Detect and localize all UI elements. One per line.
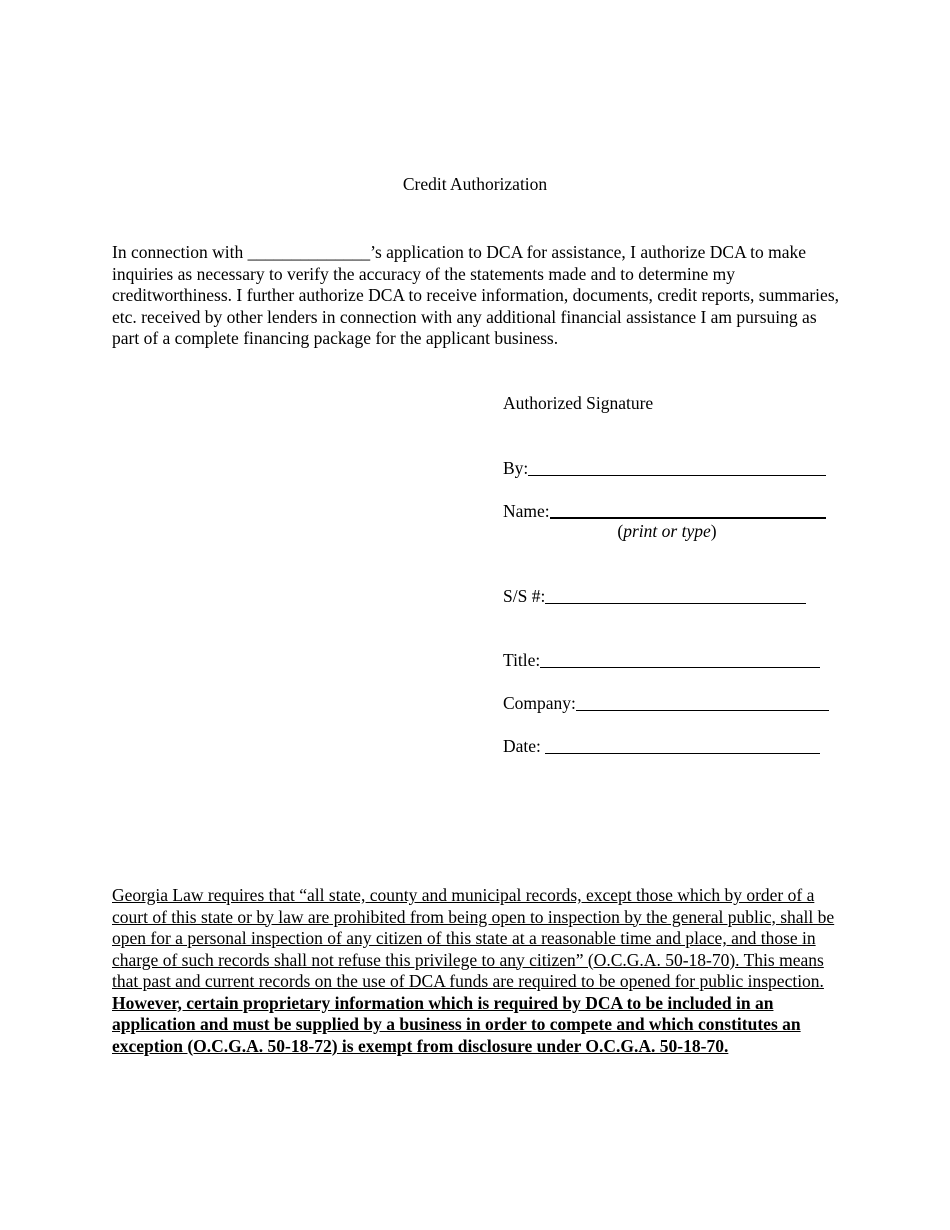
title-label: Title: <box>503 650 541 670</box>
intro-body: ’s application to DCA for assistance, I authorize DCA to make inquiries as necessary to verify the accuracy of the statements made and to determine my creditworthiness. I further authorize DCA to receive information, documents, credit reports, summaries, etc. received by other lenders in connection with any additional financial assistance I am pursuing as part of a complete financing package for the applicant business. <box>112 242 840 348</box>
ss-number-line[interactable] <box>545 585 806 604</box>
date-field <box>503 735 820 757</box>
name-label: Name: <box>503 501 550 521</box>
company-label: Company: <box>503 693 576 713</box>
company-input-line[interactable] <box>576 692 829 711</box>
date-input-line[interactable] <box>545 735 820 754</box>
date-label: Date: <box>503 736 546 756</box>
company-field <box>503 692 829 714</box>
title-field <box>503 649 820 671</box>
georgia-law-notice <box>112 885 842 1057</box>
title-input-line[interactable] <box>540 649 820 668</box>
print-or-type-note: (print or type) <box>617 521 717 541</box>
applicant-name-blank[interactable]: ______________ <box>247 242 371 262</box>
name-input-line[interactable] <box>550 499 826 519</box>
law-notice-bold: However, certain proprietary information which is required by DCA to be included in an application and must be supplied by a business in order to compete and which constitutes an exception (O.C.G.A. 50-18-72) is exempt from disclosure under O.C.G.A. 50-18-70. <box>112 992 801 1056</box>
by-label: By: <box>503 458 529 478</box>
authorization-paragraph <box>112 242 842 350</box>
intro-lead: In connection with <box>112 242 248 262</box>
name-field <box>503 499 826 522</box>
document-title: Credit Authorization <box>402 174 548 194</box>
law-notice-regular: Georgia Law requires that “all state, county and municipal records, except those which by order of a court of this state or by law are prohibited from being open to inspection by the general public, shall be open for a personal inspection of any citizen of this state at a reasonable time and place, and those in charge of such records shall not refuse this privilege to any citizen” (O.C.G.A. 50-18-70). This means that past and current records on the use of DCA funds are required to be opened for public inspection. <box>112 885 835 991</box>
signature-heading: Authorized Signature <box>503 393 654 413</box>
print-or-type-text: print or type <box>623 521 711 541</box>
by-field <box>503 457 826 479</box>
ss-number-field <box>503 585 806 607</box>
by-signature-line[interactable] <box>528 457 826 476</box>
ss-label: S/S #: <box>503 586 546 606</box>
